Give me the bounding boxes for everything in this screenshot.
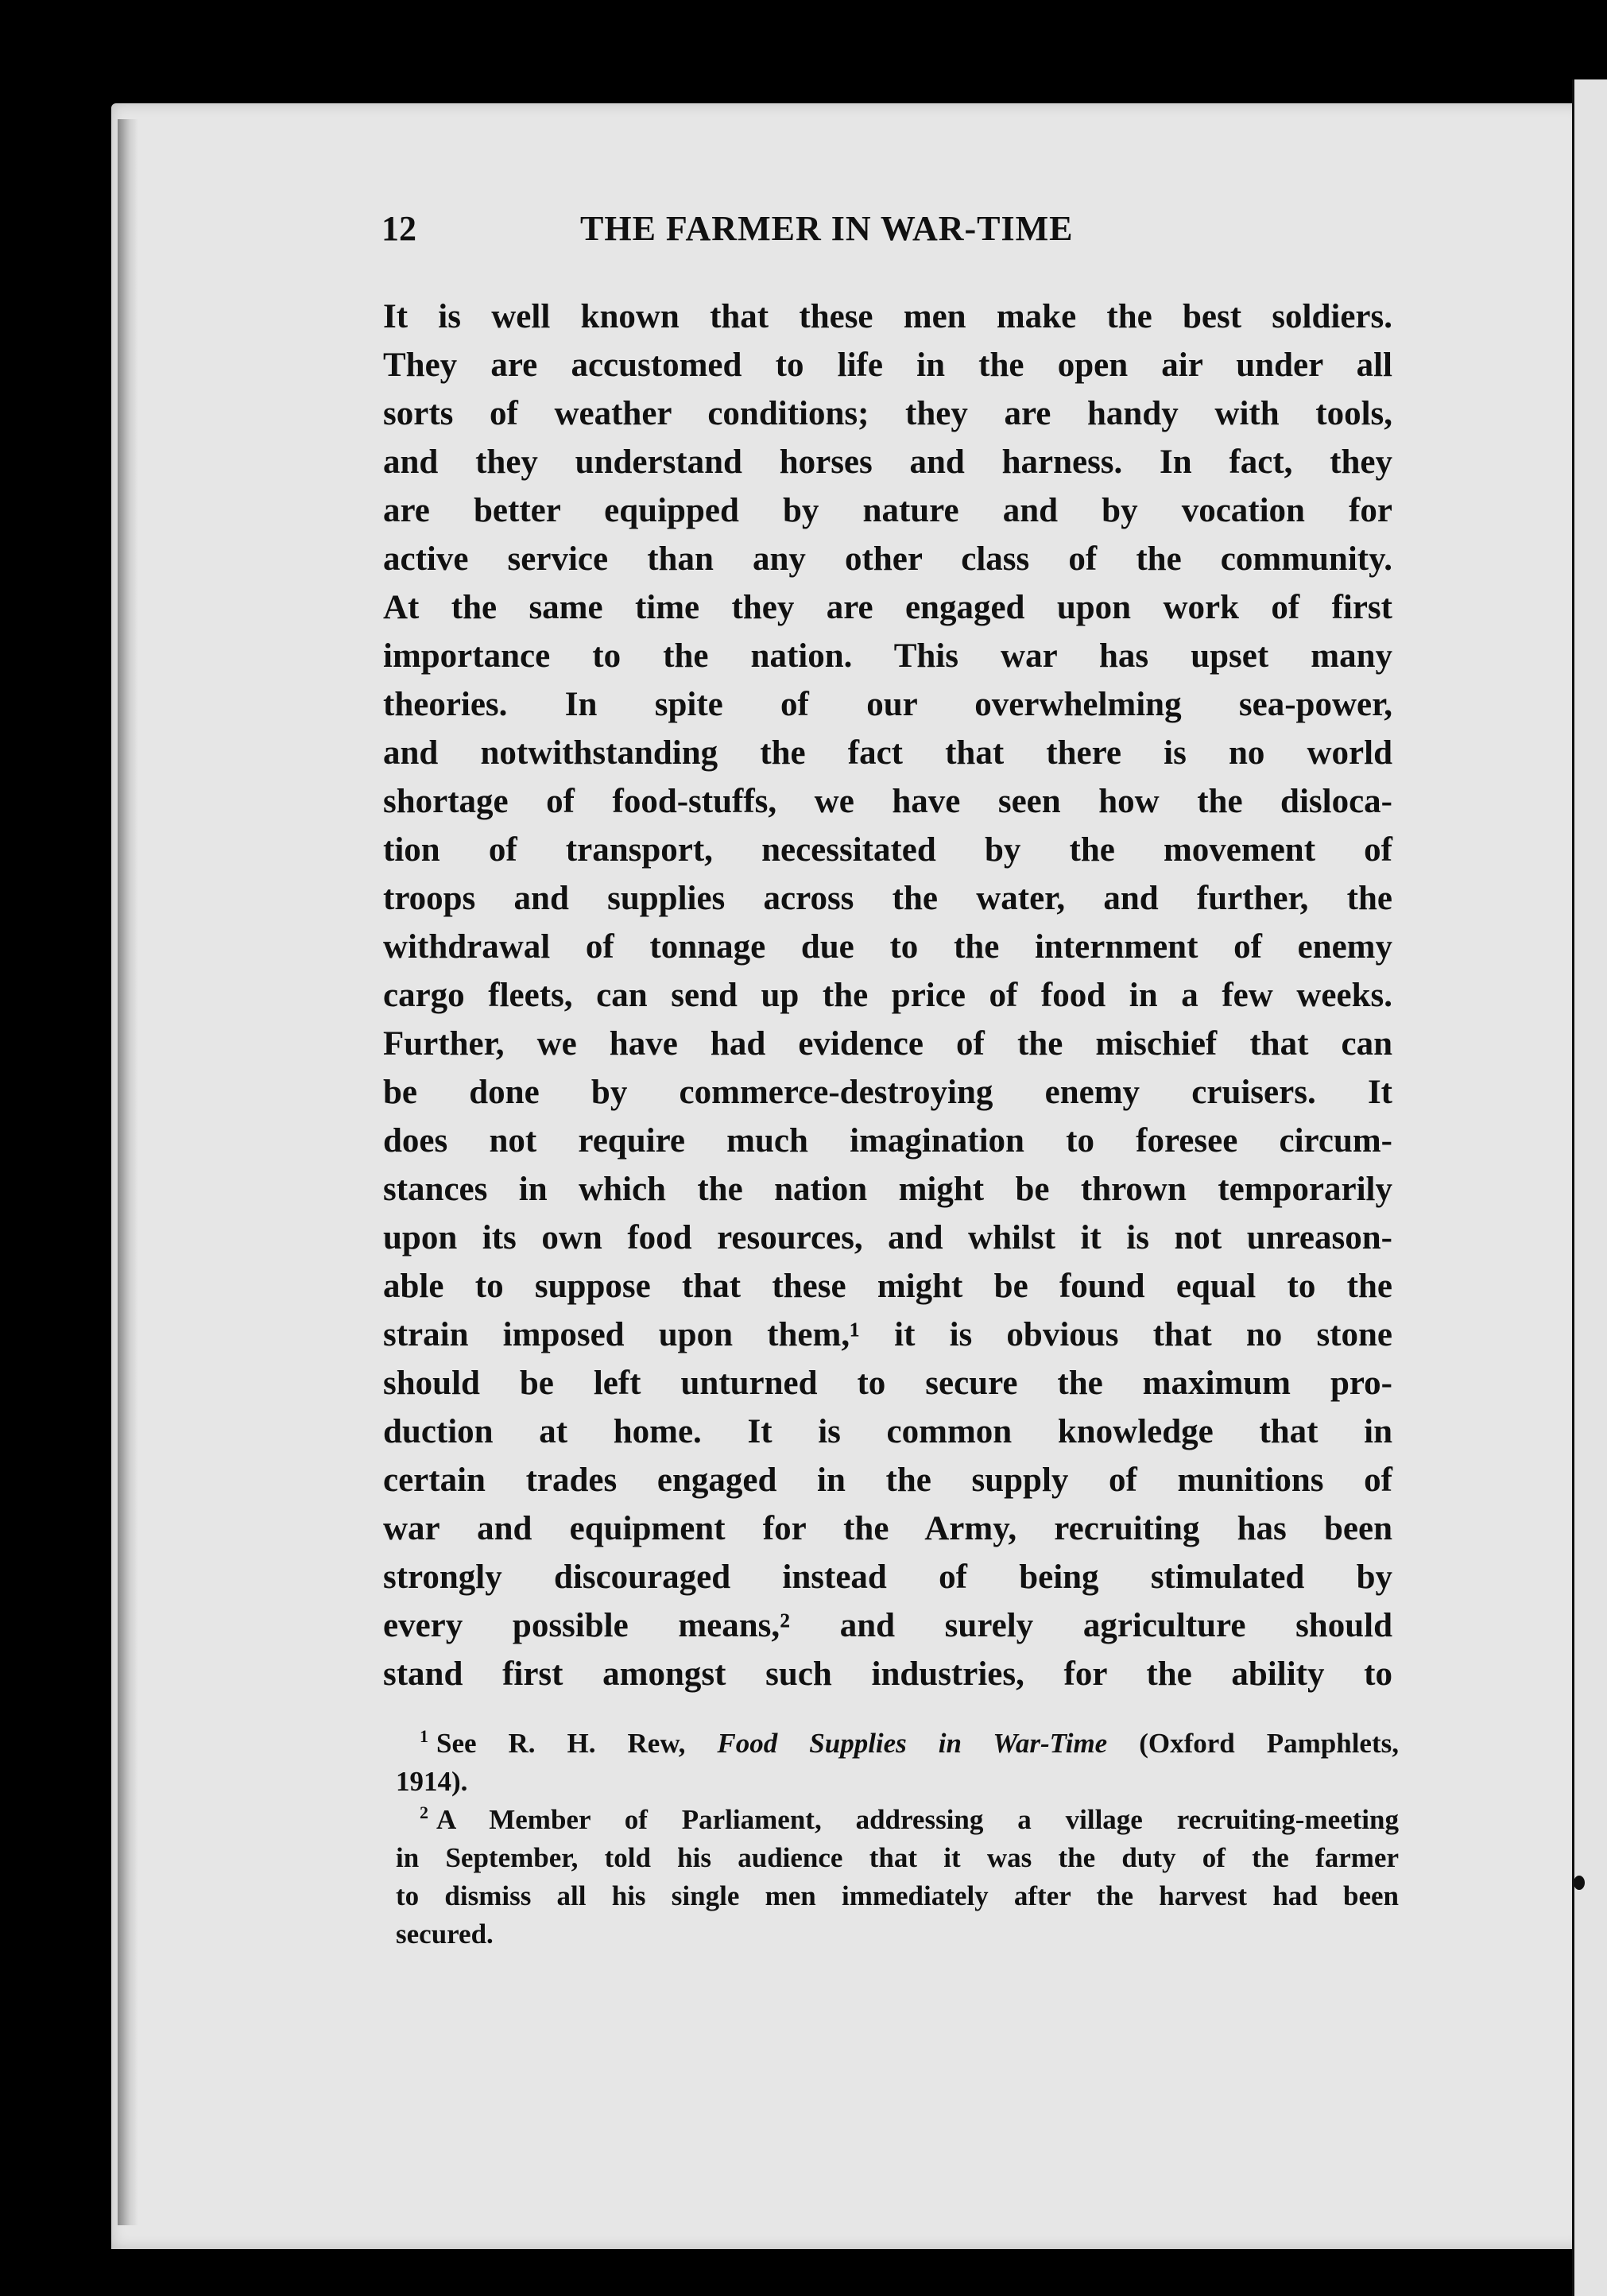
footnote-2-line-1: A Member of Parliament, addressing a village recruiting-meeting	[436, 1804, 1399, 1835]
text-line: war and equipment for the Army, recruiting has been	[383, 1510, 1392, 1547]
text-line: be done by commerce-destroying enemy cruisers. It	[383, 1074, 1392, 1111]
footnote-2-line-4: secured.	[396, 1918, 494, 1949]
text-line: They are accustomed to life in the open air under all	[383, 347, 1392, 384]
footnote-1-title: Food Supplies in War-Time	[717, 1728, 1108, 1759]
text-line: strongly discouraged instead of being stimulated by	[383, 1558, 1392, 1596]
footnotes	[396, 1725, 1399, 1953]
text-line: Further, we have had evidence of the mischief that can	[383, 1025, 1392, 1063]
footnote-mark: 2	[420, 1802, 428, 1823]
running-title: THE FARMER IN WAR-TIME	[580, 209, 1074, 248]
text-line: certain trades engaged in the supply of munitions of	[383, 1462, 1392, 1499]
text-line: sorts of weather conditions; they are handy with tools,	[383, 395, 1392, 432]
text-line: tion of transport, necessitated by the movement of	[383, 831, 1392, 869]
text-line: should be left unturned to secure the maximum pro-	[383, 1365, 1392, 1402]
text-line: At the same time they are engaged upon work of first	[383, 589, 1392, 626]
footnote-2	[396, 1801, 1399, 1839]
footnote-2-line-3: to dismiss all his single men immediately after the harvest had been	[396, 1880, 1399, 1911]
text-line: every possible means,² and surely agriculture should	[383, 1607, 1392, 1644]
page-number: 12	[381, 209, 416, 248]
footnote-1-tail: (Oxford Pamphlets,	[1139, 1728, 1399, 1759]
text-line: stand first amongst such industries, for the ability to	[383, 1655, 1392, 1693]
footnote-1	[396, 1725, 1399, 1763]
footnote-2-line-2: in September, told his audience that it was the duty of the farmer	[396, 1842, 1399, 1873]
text-line: upon its own food resources, and whilst it is not unreason-	[383, 1219, 1392, 1256]
footnote-1-continuation: 1914).	[396, 1766, 468, 1797]
footnote-mark: 1	[420, 1726, 428, 1747]
text-line: theories. In spite of our overwhelming sea-power,	[383, 686, 1392, 723]
text-line: able to suppose that these might be found equal to the	[383, 1268, 1392, 1305]
footnote-1-lead: See R. H. Rew,	[436, 1728, 686, 1759]
text-line: are better equipped by nature and by vocation for	[383, 492, 1392, 529]
text-line: duction at home. It is common knowledge that in	[383, 1413, 1392, 1450]
body-text	[383, 292, 1392, 1698]
text-line: does not require much imagination to foresee circum-	[383, 1122, 1392, 1160]
text-line: strain imposed upon them,¹ it is obvious that no stone	[383, 1316, 1392, 1353]
scan-speck	[1574, 1876, 1585, 1890]
text-line: withdrawal of tonnage due to the internment of enemy	[383, 928, 1392, 966]
text-line: active service than any other class of the community.	[383, 540, 1392, 578]
text-line: It is well known that these men make the best soldiers.	[383, 298, 1392, 335]
text-line: and notwithstanding the fact that there is no world	[383, 734, 1392, 772]
text-line: cargo fleets, can send up the price of food in a few weeks.	[383, 977, 1392, 1014]
running-head	[381, 208, 1232, 264]
text-line: stances in which the nation might be thrown temporarily	[383, 1171, 1392, 1208]
text-line: troops and supplies across the water, and further, the	[383, 880, 1392, 917]
text-line: importance to the nation. This war has upset many	[383, 637, 1392, 675]
text-line: and they understand horses and harness. In fact, they	[383, 443, 1392, 481]
text-line: shortage of food-stuffs, we have seen how the disloca-	[383, 783, 1392, 820]
adjacent-page-edge	[1572, 79, 1607, 2296]
